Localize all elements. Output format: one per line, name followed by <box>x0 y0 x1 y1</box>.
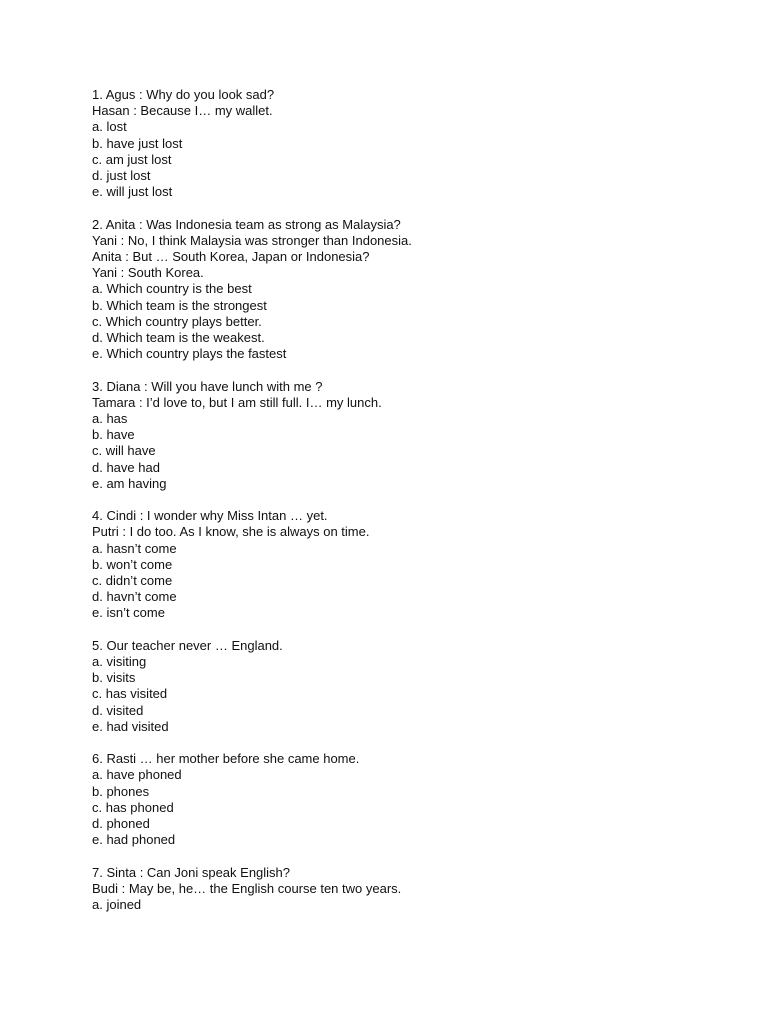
worksheet-page <box>92 87 712 929</box>
question-2-option-a: a. Which country is the best <box>92 281 252 297</box>
question-6-line-1: 6. Rasti … her mother before she came home. <box>92 751 360 767</box>
question-5-option-a: a. visiting <box>92 654 147 670</box>
question-5-line-1: 5. Our teacher never … England. <box>92 637 283 653</box>
question-2-line-4: Yani : South Korea. <box>92 265 204 281</box>
question-7-option-a: a. joined <box>92 897 142 913</box>
question-7-line-2: Budi : May be, he… the English course ten two years. <box>92 880 402 896</box>
question-2-line-3: Anita : But … South Korea, Japan or Indonesia? <box>92 249 370 265</box>
question-4-option-d: d. havn’t come <box>92 589 177 605</box>
question-2-option-e: e. Which country plays the fastest <box>92 346 287 362</box>
question-6-option-b: b. phones <box>92 783 150 799</box>
question-6-option-d: d. phoned <box>92 816 150 832</box>
question-4-line-1: 4. Cindi : I wonder why Miss Intan … yet. <box>92 508 328 524</box>
question-5-option-c: c. has visited <box>92 686 168 702</box>
question-1-option-d: d. just lost <box>92 168 151 184</box>
question-6-option-c: c. has phoned <box>92 799 174 815</box>
question-3 <box>92 379 712 492</box>
question-4-option-b: b. won’t come <box>92 556 173 572</box>
question-2-line-2: Yani : No, I think Malaysia was stronger than Indonesia. <box>92 232 412 248</box>
question-1-option-a: a. lost <box>92 119 127 135</box>
question-5-option-d: d. visited <box>92 702 144 718</box>
question-6 <box>92 751 712 848</box>
question-1-option-b: b. have just lost <box>92 135 183 151</box>
question-5 <box>92 638 712 735</box>
question-1-line-1: 1. Agus : Why do you look sad? <box>92 87 275 102</box>
question-3-line-2: Tamara : I’d love to, but I am still full. I… my lunch. <box>92 394 382 410</box>
question-1-option-e: e. will just lost <box>92 184 173 200</box>
question-7-line-1: 7. Sinta : Can Joni speak English? <box>92 864 291 880</box>
question-2-option-b: b. Which team is the strongest <box>92 297 267 313</box>
question-4-option-a: a. hasn’t come <box>92 540 177 556</box>
question-1-option-c: c. am just lost <box>92 151 172 167</box>
question-3-line-1: 3. Diana : Will you have lunch with me ? <box>92 378 323 394</box>
question-2-option-d: d. Which team is the weakest. <box>92 330 265 346</box>
question-2 <box>92 217 712 363</box>
question-3-option-d: d. have had <box>92 459 160 475</box>
question-2-line-1: 2. Anita : Was Indonesia team as strong as Malaysia? <box>92 216 401 232</box>
question-5-option-e: e. had visited <box>92 718 169 734</box>
question-4-option-e: e. isn’t come <box>92 605 165 621</box>
question-1-line-2: Hasan : Because I… my wallet. <box>92 103 273 119</box>
question-3-option-e: e. am having <box>92 475 167 491</box>
question-4-option-c: c. didn’t come <box>92 573 173 589</box>
question-3-option-a: a. has <box>92 411 128 427</box>
question-4-line-2: Putri : I do too. As I know, she is always on time. <box>92 524 370 540</box>
question-7 <box>92 865 712 914</box>
question-6-option-a: a. have phoned <box>92 767 182 783</box>
question-1 <box>92 87 712 200</box>
question-4 <box>92 508 712 621</box>
question-3-option-c: c. will have <box>92 443 156 459</box>
question-6-option-e: e. had phoned <box>92 832 176 848</box>
question-2-option-c: c. Which country plays better. <box>92 313 262 329</box>
question-5-option-b: b. visits <box>92 670 136 686</box>
question-3-option-b: b. have <box>92 427 135 443</box>
